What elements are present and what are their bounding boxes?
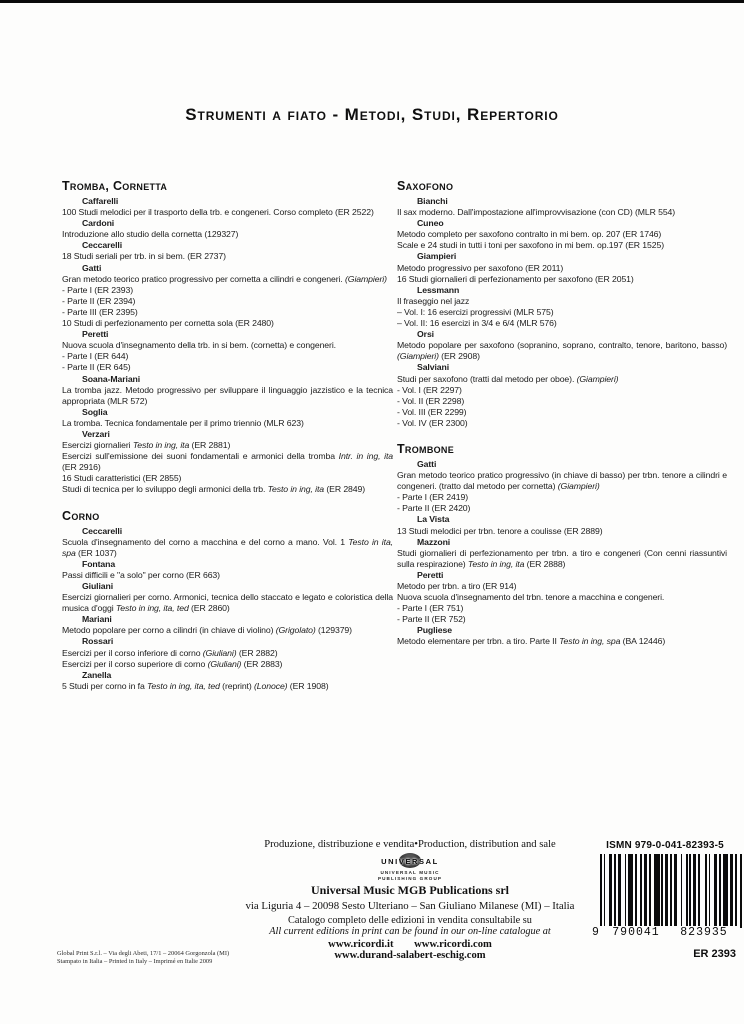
catalog-item: Metodo per trbn. a tiro (ER 914) xyxy=(397,581,517,591)
composer-name: Ceccarelli xyxy=(82,240,123,251)
barcode-block xyxy=(592,840,738,960)
catalog-item: 16 Studi caratteristici (ER 2855) xyxy=(62,473,182,484)
barcode-digit-group2: 823935 xyxy=(680,926,728,939)
catalog-item: - Vol. IV (ER 2300) xyxy=(397,417,468,428)
composer-name: Cuneo xyxy=(417,218,444,229)
catalog-item: Il fraseggio nel jazz xyxy=(397,295,470,306)
catalog-item: Scuola d'insegnamento del corno a macchina e del corno a mano. Vol. 1 Testo in ita, spa (ER 1037) xyxy=(62,536,393,558)
composer-name: Gatti xyxy=(82,262,102,273)
composer-name: Cardoni xyxy=(82,218,115,229)
website-urls-row xyxy=(222,939,598,950)
composer-name: Mariani xyxy=(82,614,112,625)
catalog-columns xyxy=(62,179,727,692)
composer-name: Mazzoni xyxy=(417,536,451,547)
catalog-item: - Parte III (ER 2395) xyxy=(62,306,138,317)
catalog-item: Metodo completo per saxofono contralto in mi bem. op. 207 (ER 1746) xyxy=(397,229,662,240)
catalog-item: La tromba. Tecnica fondamentale per il primo triennio (MLR 623) xyxy=(62,417,304,428)
catalog-item: - Parte I (ER 2393) xyxy=(62,284,134,295)
universal-logo xyxy=(350,853,470,881)
catalog-note-english: All current editions in print can be found in our on-line catalogue at xyxy=(269,926,551,938)
composer-name: Orsi xyxy=(417,329,434,340)
catalog-item: 18 Studi seriali per trb. in si bem. (ER 2737) xyxy=(62,251,226,262)
section-heading: Tromba, Cornetta xyxy=(62,179,168,193)
composer-name: Peretti xyxy=(82,329,109,340)
catalog-item: - Vol. II (ER 2298) xyxy=(397,395,465,406)
catalog-item: – Vol. I: 16 esercizi progressivi (MLR 575) xyxy=(397,306,554,317)
catalog-item: 10 Studi di perfezionamento per cornetta sola (ER 2480) xyxy=(62,318,274,329)
catalog-item: Studi per saxofono (tratti dal metodo per oboe). (Giampieri) xyxy=(397,373,619,384)
catalog-item: - Parte II (ER 645) xyxy=(62,362,131,373)
catalog-item: Il sax moderno. Dall'impostazione all'improvvisazione (con CD) (MLR 554) xyxy=(397,207,676,218)
catalog-column-left xyxy=(62,179,393,692)
catalog-item: 16 Studi giornalieri di perfezionamento per saxofono (ER 2051) xyxy=(397,273,634,284)
universal-logo-subtitle-line1: UNIVERSAL MUSIC xyxy=(380,870,440,875)
barcode-digit-group1: 790041 xyxy=(612,926,660,939)
catalog-item: - Parte I (ER 644) xyxy=(62,351,129,362)
catalog-item: Esercizi sull'emissione dei suoni fondamentali e armonici della tromba Intr. in ing, ita (ER 2916) xyxy=(62,451,393,473)
catalog-item: Esercizi per il corso superiore di corno (Giuliani) (ER 2883) xyxy=(62,658,283,669)
catalog-item: - Parte II (ER 2420) xyxy=(397,503,471,514)
publisher-name: Universal Music MGB Publications srl xyxy=(311,883,509,898)
catalog-section xyxy=(62,509,393,692)
composer-name: Fontana xyxy=(82,558,116,569)
scan-edge-top xyxy=(0,0,744,3)
catalog-item: Esercizi giornalieri per corno. Armonici, tecnica dello staccato e legato e coloristica della musica d'oggi Testo in ing, ita, ted (ER 2860) xyxy=(62,592,393,614)
catalog-item: 13 Studi melodici per trbn. tenore a coulisse (ER 2889) xyxy=(397,525,603,536)
barcode-bars xyxy=(592,854,738,928)
composer-name: Lessmann xyxy=(417,284,460,295)
catalog-item: Introduzione allo studio della cornetta (129327) xyxy=(62,229,239,240)
catalog-item: Esercizi giornalieri Testo in ing, ita (ER 2881) xyxy=(62,440,231,451)
catalog-section xyxy=(397,442,727,648)
catalog-item: 100 Studi melodici per il trasporto della trb. e congeneri. Corso completo (ER 2522) xyxy=(62,207,374,218)
catalog-column-right xyxy=(397,179,727,692)
catalog-item: Scale e 24 studi in tutti i toni per saxofono in mi bem. op.197 (ER 1525) xyxy=(397,240,664,251)
printer-imprint-line2: Stampato in Italia – Printed in Italy – Imprimé en Italie 2009 xyxy=(57,958,213,966)
universal-logo-subtitle xyxy=(350,870,470,881)
catalog-item: – Vol. II: 16 esercizi in 3/4 e 6/4 (MLR 576) xyxy=(397,318,557,329)
composer-name: Pugliese xyxy=(417,625,452,636)
catalog-item: - Vol. I (ER 2297) xyxy=(397,384,462,395)
catalog-item: 5 Studi per corno in fa Testo in ing, ita, ted (reprint) (Lonoce) (ER 1908) xyxy=(62,680,329,691)
catalog-section xyxy=(397,179,727,429)
catalog-item: Gran metodo teorico pratico progressivo (in chiave di basso) per trbn. tenore a cilindri e congeneri. (tratto dal metodo per cornetta) (Giampieri) xyxy=(397,470,727,492)
page-title: Strumenti a fiato - Metodi, Studi, Repertorio xyxy=(185,105,559,124)
catalog-item: Studi giornalieri di perfezionamento per trbn. a tiro e congeneri (Con cenni riassuntivi sulla respirazione) Testo in ing, ita (ER 2888) xyxy=(397,547,727,569)
url-ricordi-it: www.ricordi.it xyxy=(328,939,394,951)
catalog-item: - Parte II (ER 752) xyxy=(397,614,466,625)
barcode-digits xyxy=(592,926,738,939)
catalog-item: Gran metodo teorico pratico progressivo per cornetta a cilindri e congeneri. (Giampieri) xyxy=(62,273,387,284)
catalog-item: - Parte I (ER 2419) xyxy=(397,492,469,503)
composer-name: Rossari xyxy=(82,636,114,647)
composer-name: Gatti xyxy=(417,458,437,469)
catalog-item: - Vol. III (ER 2299) xyxy=(397,406,467,417)
composer-name: Ceccarelli xyxy=(82,525,123,536)
catalog-item: Metodo progressivo per saxofono (ER 2011) xyxy=(397,262,564,273)
composer-name: Salviani xyxy=(417,362,450,373)
composer-name: La Vista xyxy=(417,514,450,525)
catalog-item: Metodo elementare per trbn. a tiro. Parte II Testo in ing, spa (BA 12446) xyxy=(397,636,666,647)
catalog-item: Nuova scuola d'insegnamento della trb. in si bem. (cornetta) e congeneri. xyxy=(62,340,336,351)
catalog-item: - Parte I (ER 751) xyxy=(397,603,464,614)
composer-name: Soglia xyxy=(82,406,108,417)
universal-logo-word: UNIVERSAL xyxy=(381,857,439,866)
composer-name: Bianchi xyxy=(417,196,448,206)
catalog-section xyxy=(62,179,393,496)
publisher-address: via Liguria 4 – 20098 Sesto Ulteriano – San Giuliano Milanese (MI) – Italia xyxy=(245,900,575,913)
catalog-item: Metodo popolare per saxofono (sopranino, soprano, contralto, tenore, baritono, basso) (Giampieri) (ER 2908) xyxy=(397,340,727,362)
sale-line: Produzione, distribuzione e vendita•Production, distribution and sale xyxy=(264,839,556,850)
barcode-digit-lead: 9 xyxy=(592,926,599,939)
printer-imprint-line1: Global Print S.r.l. – Via degli Abeti, 17/1 – 20064 Gorgonzola (MI) xyxy=(57,950,230,957)
catalog-item: Passi difficili e "a solo" per corno (ER 663) xyxy=(62,569,220,580)
composer-name: Soana-Mariani xyxy=(82,373,141,384)
plate-number: ER 2393 xyxy=(693,948,736,960)
catalog-note-italian: Catalogo completo delle edizioni in vendita consultabile su xyxy=(288,915,532,927)
section-heading: Corno xyxy=(62,508,100,523)
catalog-item: - Parte II (ER 2394) xyxy=(62,295,136,306)
composer-name: Giampieri xyxy=(417,251,457,262)
composer-name: Verzari xyxy=(82,428,110,439)
catalog-item: Esercizi per il corso inferiore di corno (Giuliani) (ER 2882) xyxy=(62,647,278,658)
printer-imprint xyxy=(57,950,267,967)
composer-name: Caffarelli xyxy=(82,196,119,206)
catalog-item: La tromba jazz. Metodo progressivo per sviluppare il linguaggio jazzistico e la tecnica appropriata (MLR 572) xyxy=(62,384,393,406)
section-heading: Saxofono xyxy=(397,179,454,193)
url-ricordi-com: www.ricordi.com xyxy=(414,939,492,951)
catalog-item: Metodo popolare per corno a cilindri (in chiave di violino) (Grigolato) (129379) xyxy=(62,625,352,636)
composer-name: Giuliani xyxy=(82,581,114,591)
ismn-number: ISMN 979-0-041-82393-5 xyxy=(606,840,724,851)
catalog-item: Nuova scuola d'insegnamento del trbn. tenore a macchina e congeneri. xyxy=(397,592,665,603)
section-heading: Trombone xyxy=(397,441,455,456)
universal-logo-subtitle-line2: PUBLISHING GROUP xyxy=(377,875,443,881)
catalog-item: Studi di tecnica per lo sviluppo degli armonici della trb. Testo in ing, ita (ER 2849) xyxy=(62,484,366,495)
composer-name: Zanella xyxy=(82,669,112,680)
footer-block xyxy=(222,839,598,961)
composer-name: Peretti xyxy=(417,569,444,580)
url-durand-salabert-eschig: www.durand-salabert-eschig.com xyxy=(334,950,486,962)
